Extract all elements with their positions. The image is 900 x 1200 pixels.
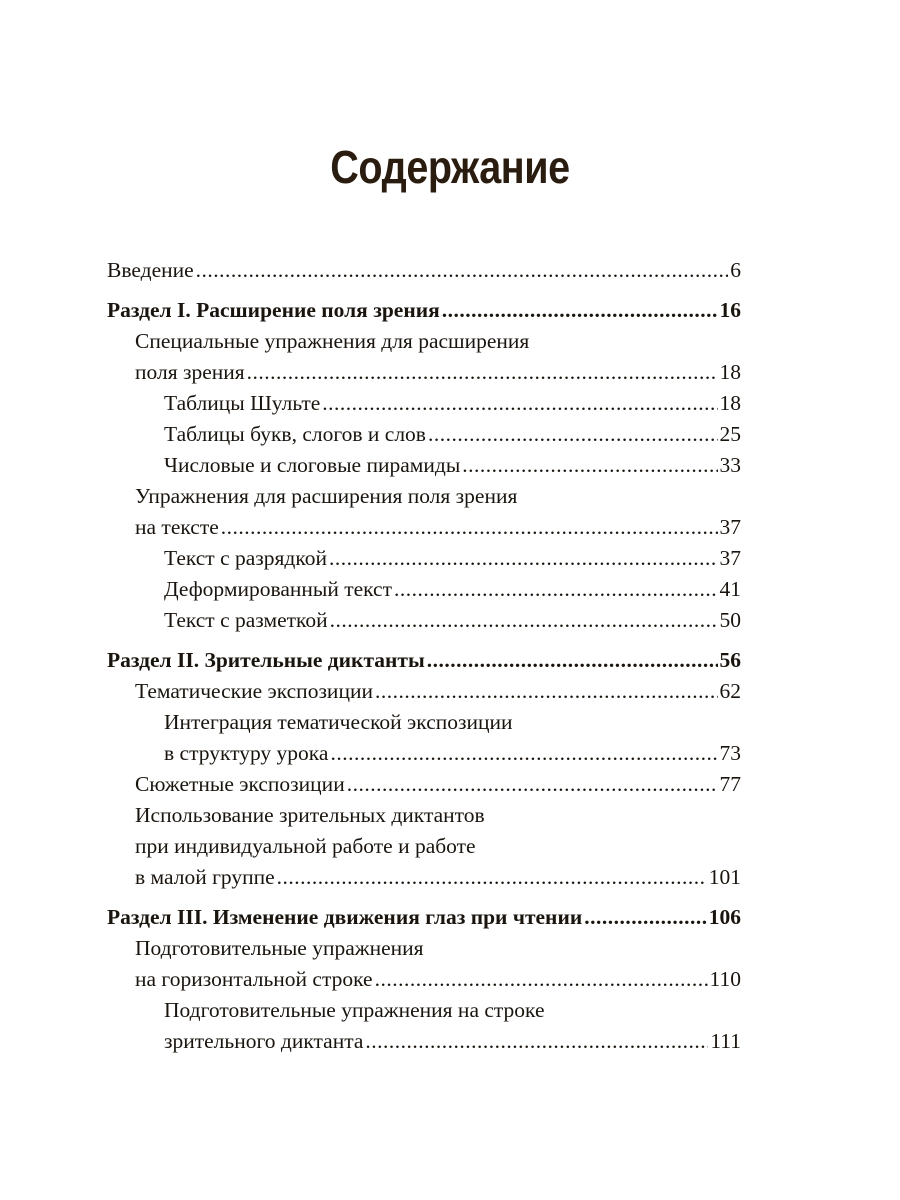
leader-dots [247, 357, 718, 388]
toc-entry-text: Тематические экспозиции [135, 679, 373, 703]
toc-page-number: 50 [719, 608, 741, 632]
leader-dots [442, 295, 718, 326]
toc-subentry[interactable] [107, 995, 741, 1026]
toc-entry[interactable] [107, 769, 741, 800]
toc-entry-introduction[interactable] [107, 255, 741, 286]
toc-entry-text: Текст с разрядкой [164, 546, 327, 570]
toc-entry-text: поля зрения [135, 360, 245, 384]
toc-page-number: 33 [719, 453, 741, 477]
toc-subentry[interactable] [107, 419, 741, 450]
toc-entry[interactable] [107, 831, 741, 862]
toc-entry-text: Таблицы букв, слогов и слов [164, 422, 426, 446]
toc-entry-text: Текст с разметкой [164, 608, 328, 632]
toc-page-number: 111 [710, 1029, 741, 1053]
toc-page-number: 41 [719, 577, 741, 601]
leader-dots [375, 676, 718, 707]
toc-page-number: 101 [708, 865, 741, 889]
toc-page-number: 6 [730, 258, 741, 282]
toc-entry-text: на тексте [135, 515, 219, 539]
toc-section-title: Раздел II. Зрительные диктанты [107, 648, 425, 672]
leader-dots [330, 605, 718, 636]
toc-page-number: 56 [719, 648, 741, 672]
toc-entry[interactable] [107, 481, 741, 512]
toc-entry-text: на горизонтальной строке [135, 967, 373, 991]
toc-entry-text: в малой группе [135, 865, 275, 889]
toc-page-number: 77 [719, 772, 741, 796]
toc-subentry[interactable] [107, 605, 741, 636]
toc-subentry[interactable] [107, 1026, 741, 1057]
toc-entry[interactable] [107, 800, 741, 831]
leader-dots [277, 862, 707, 893]
toc-entry-text: Введение [107, 258, 194, 282]
toc-section-1[interactable] [107, 295, 741, 326]
toc-entry-text: Деформированный текст [164, 577, 392, 601]
toc-entry-text: Упражнения для расширения поля зрения [135, 484, 518, 508]
leader-dots [365, 1026, 708, 1057]
toc-entry-text: Интеграция тематической экспозиции [164, 710, 513, 734]
toc-entry[interactable] [107, 512, 741, 543]
toc-page-number: 25 [719, 422, 741, 446]
leader-dots [329, 543, 718, 574]
toc-entry[interactable] [107, 326, 741, 357]
toc-page-number: 110 [709, 967, 741, 991]
toc-page-number: 37 [719, 515, 741, 539]
toc-page-number: 62 [719, 679, 741, 703]
toc-page-number: 73 [719, 741, 741, 765]
toc-entry-text: Использование зрительных диктантов [135, 803, 485, 827]
toc-subentry[interactable] [107, 450, 741, 481]
leader-dots [330, 738, 717, 769]
toc-section-title: Раздел III. Изменение движения глаз при чтении [107, 905, 583, 929]
toc-section-title: Раздел I. Расширение поля зрения [107, 298, 440, 322]
toc-subentry[interactable] [107, 574, 741, 605]
toc-page-number: 106 [708, 905, 741, 929]
toc-entry-text: при индивидуальной работе и работе [135, 834, 476, 858]
toc-subentry[interactable] [107, 738, 741, 769]
toc-entry[interactable] [107, 676, 741, 707]
toc-entry-text: Подготовительные упражнения на строке [164, 998, 545, 1022]
toc-entry[interactable] [107, 862, 741, 893]
toc-page-number: 16 [719, 298, 741, 322]
toc-entry-text: Подготовительные упражнения [135, 936, 424, 960]
toc-subentry[interactable] [107, 388, 741, 419]
toc-entry-text: Числовые и слоговые пирамиды [164, 453, 461, 477]
table-of-contents [107, 255, 741, 1057]
toc-entry-text: Специальные упражнения для расширения [135, 329, 530, 353]
page-title: Содержание [330, 141, 570, 193]
toc-page-number: 37 [719, 546, 741, 570]
leader-dots [462, 450, 717, 481]
leader-dots [427, 645, 718, 676]
toc-entry[interactable] [107, 933, 741, 964]
toc-entry[interactable] [107, 357, 741, 388]
leader-dots [375, 964, 708, 995]
toc-subentry[interactable] [107, 543, 741, 574]
leader-dots [322, 388, 717, 419]
leader-dots [584, 902, 707, 933]
leader-dots [196, 255, 729, 286]
toc-section-2[interactable] [107, 645, 741, 676]
toc-entry-text: зрительного диктанта [164, 1029, 364, 1053]
toc-entry-text: Сюжетные экспозиции [135, 772, 345, 796]
toc-entry[interactable] [107, 964, 741, 995]
toc-entry-text: в структуру урока [164, 741, 329, 765]
toc-page-number: 18 [719, 360, 741, 384]
leader-dots [221, 512, 718, 543]
toc-page-number: 18 [719, 391, 741, 415]
toc-section-3[interactable] [107, 902, 741, 933]
leader-dots [428, 419, 718, 450]
toc-subentry[interactable] [107, 707, 741, 738]
toc-entry-text: Таблицы Шульте [164, 391, 321, 415]
leader-dots [347, 769, 718, 800]
leader-dots [394, 574, 718, 605]
